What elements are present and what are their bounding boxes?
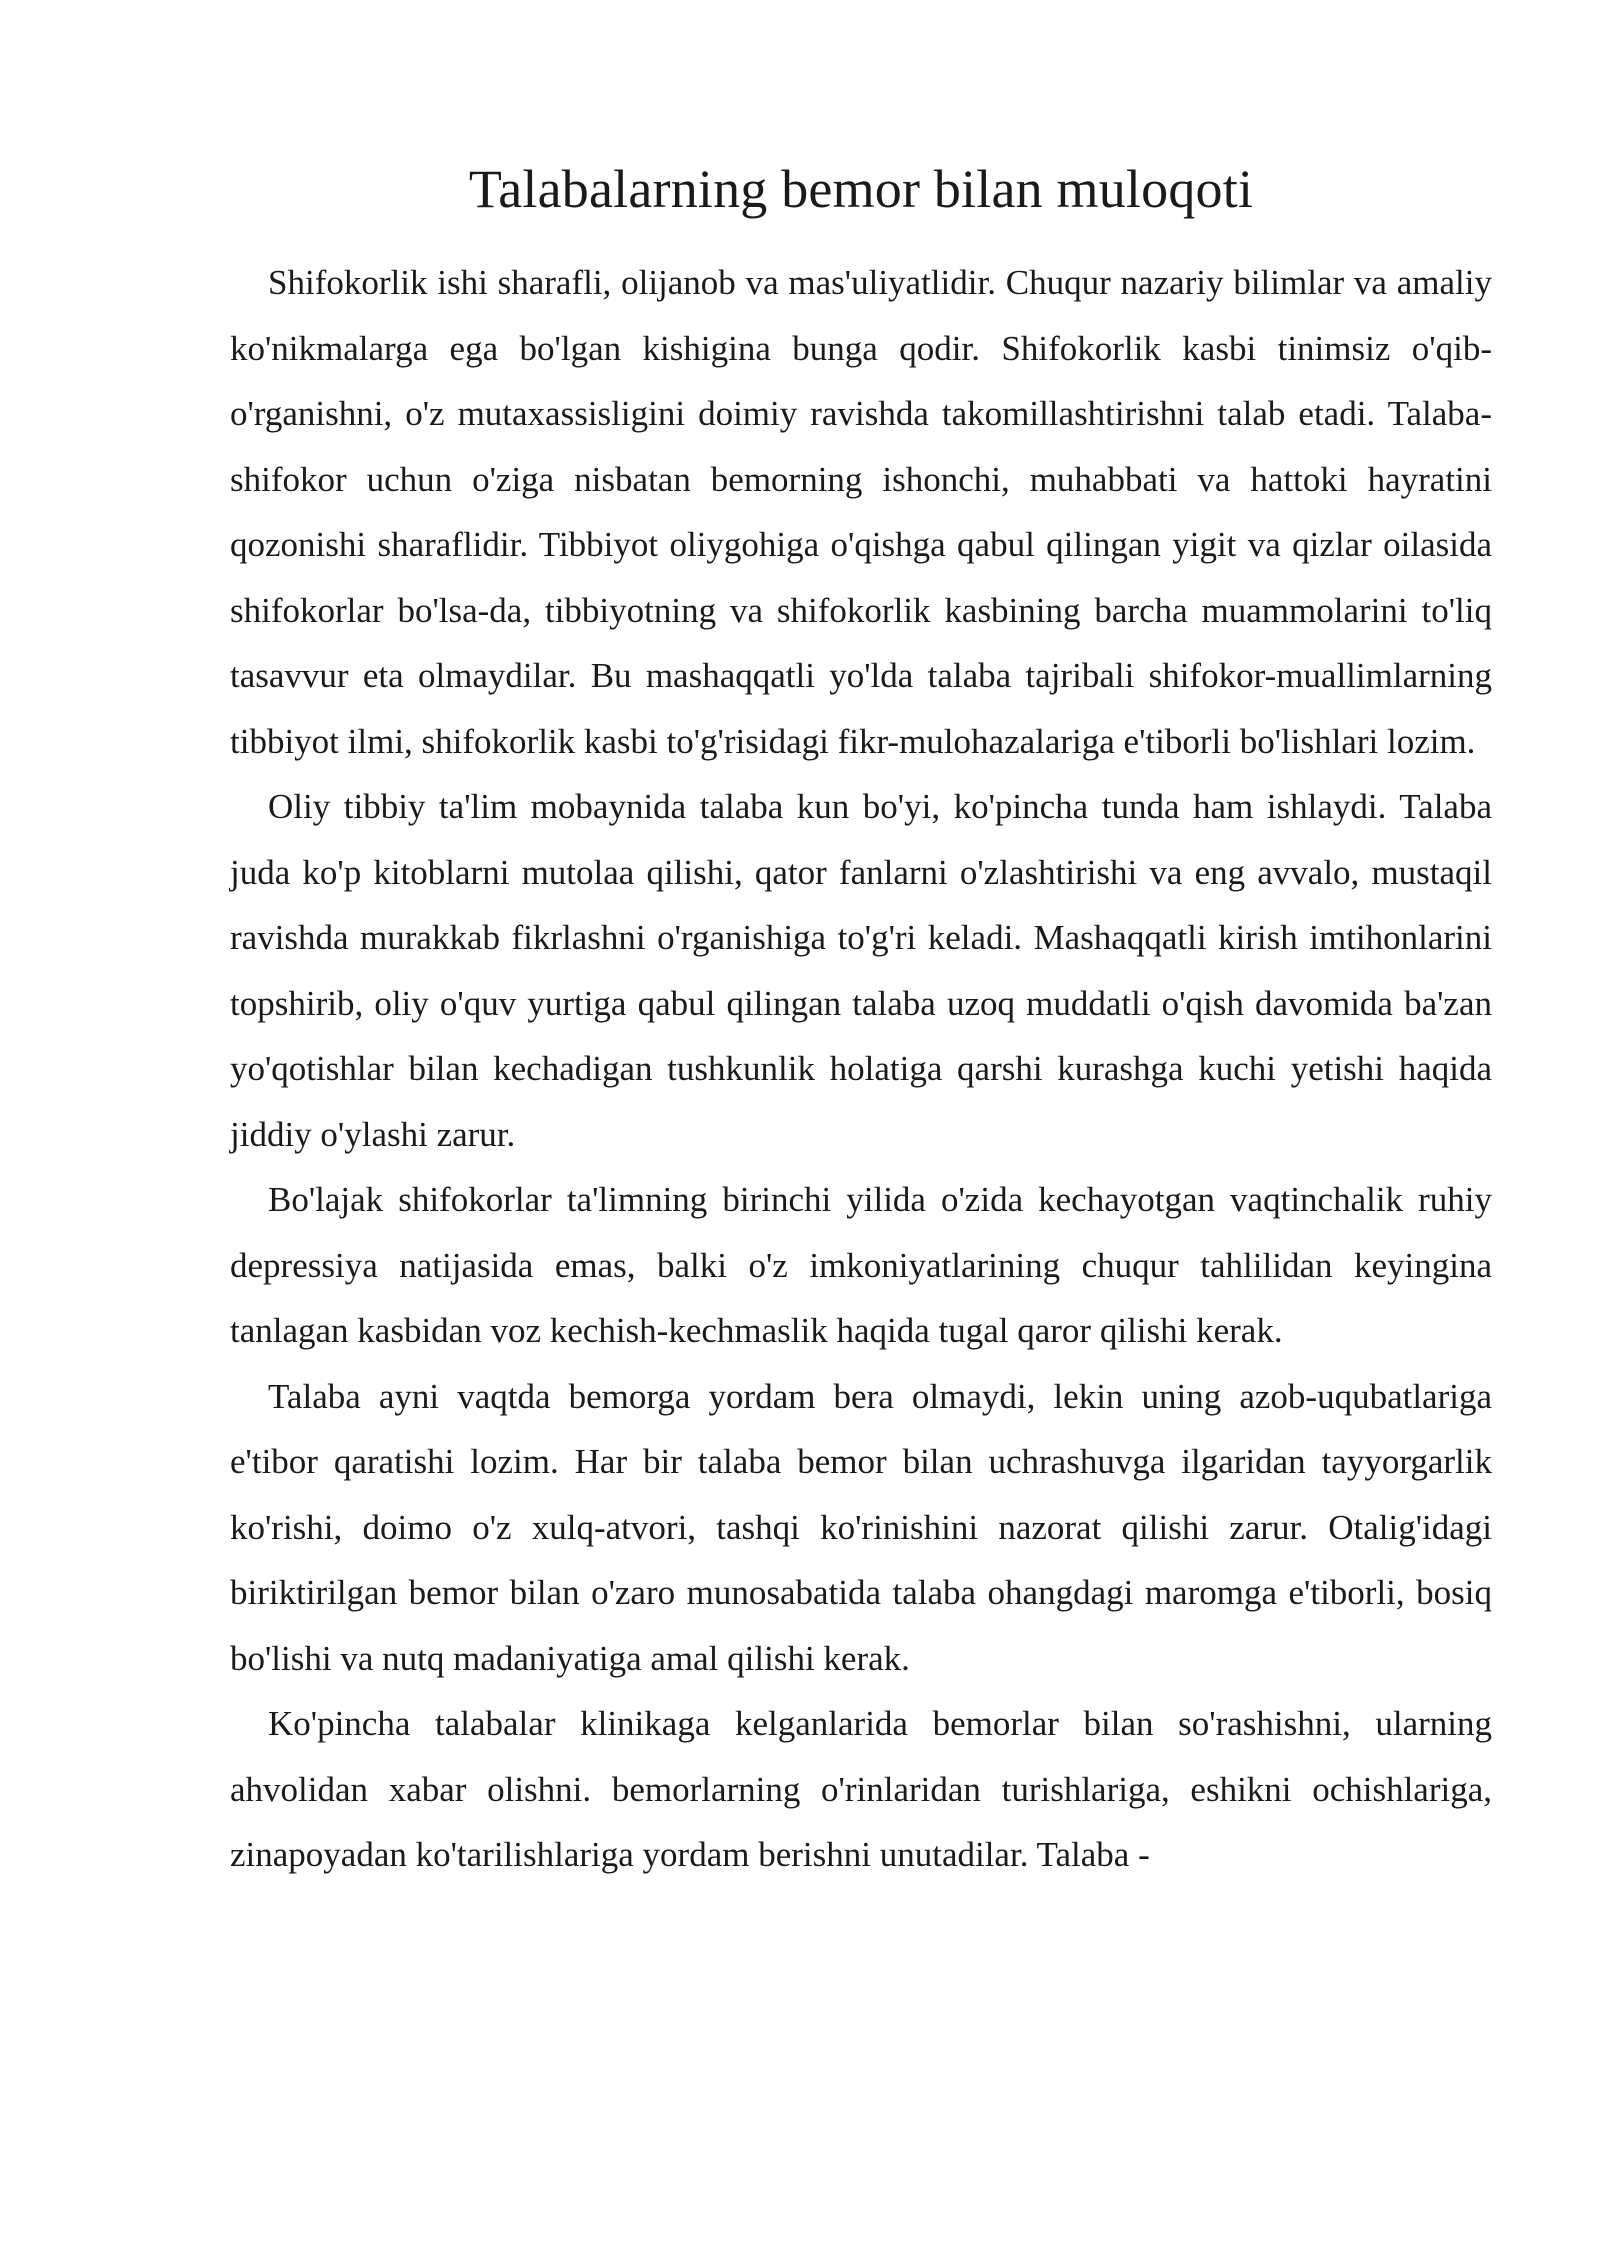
paragraph-2: Oliy tibbiy ta'lim mobaynida talaba kun bo'yi, ko'pincha tunda ham ishlaydi. Talaba juda ko'p kitoblarni mutolaa qilishi, qator fanlarni o'zlashtirishi va eng avvalo, mustaqil ravishda murakkab fikrlashni o'rganishiga to'g'ri keladi. Mashaqqatli kirish imtihonlarini topshirib, oliy o'quv yurtiga qabul qilingan talaba uzoq muddatli o'qish davomida ba'zan yo'qotishlar bilan kechadigan tushkunlik holatiga qarshi kurashga kuchi yetishi haqida jiddiy o'ylashi zarur. — [230, 787, 1492, 1154]
paragraph-4: Talaba ayni vaqtda bemorga yordam bera olmaydi, lekin uning azob-uqubatlariga e'tibor qaratishi lozim. Har bir talaba bemor bilan uchrashuvga ilgaridan tayyorgarlik ko'rishi, doimo o'z xulq-atvori, tashqi ko'rinishini nazorat qilishi zarur. Otalig'idagi biriktirilgan bemor bilan o'zaro munosabatida talaba ohangdagi maromga e'tiborli, bosiq bo'lishi va nutq madaniyatiga amal qilishi kerak. — [230, 1376, 1492, 1678]
paragraph-5: Ko'pincha talabalar klinikaga kelganlarida bemorlar bilan so'rashishni, ularning ahvolidan xabar olishni. bemorlarning o'rinlaridan turishlariga, eshikni ochishlariga, zinapoyadan ko'tarilishlariga yordam berishni unutadilar. Talaba - — [230, 1704, 1492, 1874]
document-title: Talabalarning bemor bilan muloqoti — [468, 159, 1254, 219]
paragraph-1: Shifokorlik ishi sharafli, olijanob va mas'uliyatlidir. Chuqur nazariy bilimlar va amaliy ko'nikmalarga ega bo'lgan kishigina bunga qodir. Shifokorlik kasbi tinimsiz o'qib-o'rganishni, o'z mutaxassisligini doimiy ravishda takomillashtirishni talab etadi. Talaba-shifokor uchun o'ziga nisbatan bemorning ishonchi, muhabbati va hattoki hayratini qozonishi sharaflidir. Tibbiyot oliygohiga o'qishga qabul qilingan yigit va qizlar oilasida shifokorlar bo'lsa-da, tibbiyotning va shifokorlik kasbining barcha muammolarini to'liq tasavvur eta olmaydilar. Bu mashaqqatli yo'lda talaba tajribali shifokor-muallimlarning tibbiyot ilmi, shifokorlik kasbi to'g'risidagi fikr-mulohazalariga e'tiborli bo'lishlari lozim. — [230, 263, 1492, 761]
document-page — [230, 150, 1492, 1888]
paragraph-3: Bo'lajak shifokorlar ta'limning birinchi yilida o'zida kechayotgan vaqtinchalik ruhiy depressiya natijasida emas, balki o'z imkoniyatlarining chuqur tahlilidan keyingina tanlagan kasbidan voz kechish-kechmaslik haqida tugal qaror qilishi kerak. — [230, 1180, 1492, 1350]
